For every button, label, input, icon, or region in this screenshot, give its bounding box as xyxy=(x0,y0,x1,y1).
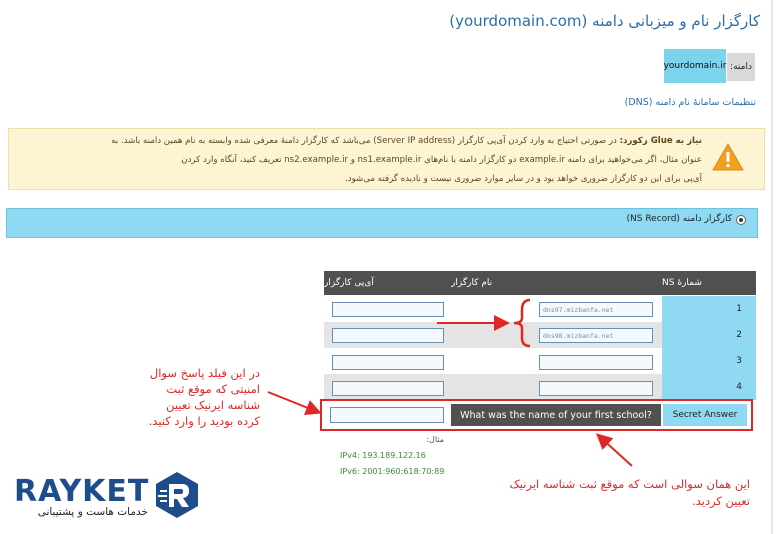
example-label: مثال: xyxy=(426,435,444,444)
page-divider xyxy=(771,0,773,534)
annotation-secret-question-hint: این همان سوالی است که موقع ثبت شناسه ایرنیک تعیین کردید. xyxy=(509,477,750,508)
logo-wordmark: RAYKET xyxy=(14,474,150,509)
warning-bold-label: نیاز به Glue رکورد: xyxy=(619,136,702,146)
secret-answer-label: Secret Answer xyxy=(663,404,747,426)
glue-warning-text xyxy=(14,132,702,189)
example-ipv4: IPv4: 193.189.122.16 xyxy=(340,451,426,460)
ns-record-label: کارگزار دامنه (NS Record) xyxy=(626,214,732,224)
ns-row-4-number: 4 xyxy=(662,374,756,400)
page-title: کارگزار نام و میزبانی دامنه (yourdomain.com) xyxy=(449,12,760,30)
th-ns-number: شمارهٔ NS xyxy=(662,271,756,295)
annotation-secret-answer-hint: در این فیلد پاسخ سوال امنیتی که موقع ثبت شناسه ایرنیک تعیین کرده بودید را وارد کنید. xyxy=(148,366,260,428)
ns-row-2-number: 2 xyxy=(662,322,756,348)
ns3-name-input[interactable] xyxy=(539,355,653,370)
domain-label: دامنه: xyxy=(727,53,755,81)
th-ns-name: نام کارگزار xyxy=(451,271,662,295)
ns-row-1-number: 1 xyxy=(662,296,756,322)
ns1-ip-input[interactable] xyxy=(332,302,444,317)
rayket-logo-icon xyxy=(152,470,202,520)
example-ipv6: IPv6: 2001:960:618:70:89 xyxy=(340,467,445,476)
th-ns-ip: آی‌پی کارگزار xyxy=(324,271,451,295)
warning-line-1: در صورتی احتیاج به وارد کردن آی‌پی کارگزار (Server IP address) می‌باشد که کارگزار دامنهٔ معرفی شده وابسته به نام همین دامنه باشد. به xyxy=(111,136,617,146)
logo-tagline: خدمات هاست و پشتیبانی xyxy=(37,506,148,518)
ns3-ip-input[interactable] xyxy=(332,355,444,370)
warning-line-3: آی‌پی برای این دو کارگزار ضروری خواهد بود و در سایر موارد ضروری نیست و نادیده گرفته می‌شود. xyxy=(345,174,702,184)
secret-answer-input[interactable] xyxy=(330,407,444,423)
ns4-ip-input[interactable] xyxy=(332,381,444,396)
ns2-ip-input[interactable] xyxy=(332,328,444,343)
warning-triangle-icon xyxy=(711,142,745,172)
ns1-name-input[interactable]: dns97.mizbanfa.net xyxy=(539,302,653,317)
secret-question: What was the name of your first school? xyxy=(451,404,661,426)
ns-row-3-number: 3 xyxy=(662,348,756,374)
ns2-name-input[interactable]: dns98.mizbanfa.net xyxy=(539,328,653,343)
domain-value: yourdomain.ir xyxy=(664,49,726,83)
dns-section-title: تنظیمات سامانهٔ نام دامنه (DNS) xyxy=(624,97,756,108)
ns-record-radio[interactable] xyxy=(736,215,746,225)
ns4-name-input[interactable] xyxy=(539,381,653,396)
warning-line-2: عنوان مثال، اگر می‌خواهید برای دامنه example.ir دو کارگزار دامنه با نام‌های ns1.example.ir و ns2.example.ir تعریف کنید، آنگاه وارد کردن xyxy=(181,155,702,165)
